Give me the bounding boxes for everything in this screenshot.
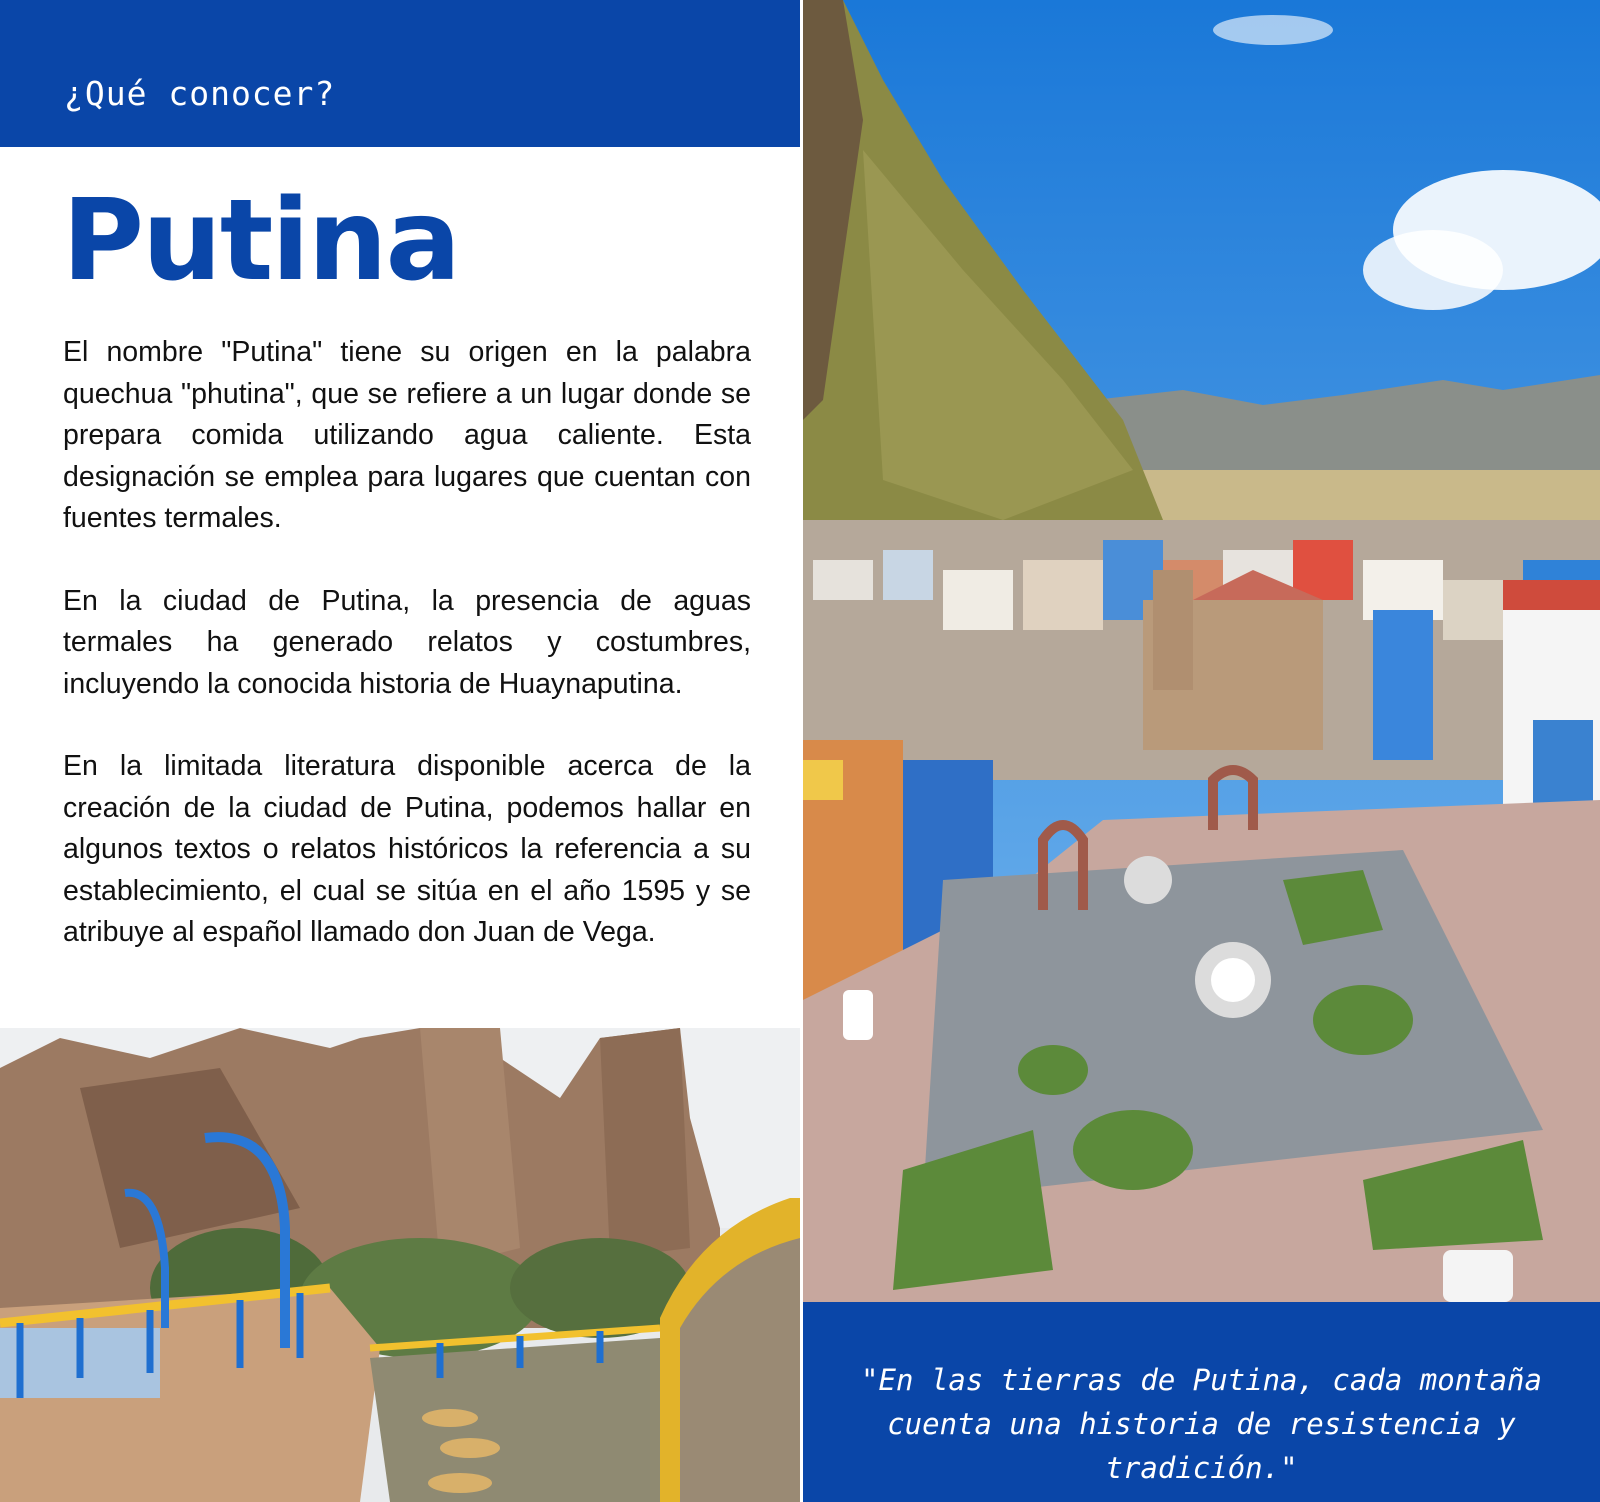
closing-quote: "En las tierras de Putina, cada montaña cuenta una historia de resistencia y tradición."	[861, 1363, 1542, 1485]
paragraph-origin: El nombre "Putina" tiene su origen en la palabra quechua "phutina", que se refiere a un lugar donde se prepara comida utilizando agua caliente. Esta designación se emplea para lugares que cuentan con fuentes termales.	[63, 336, 751, 534]
paragraph-thermal-waters: En la ciudad de Putina, la presencia de aguas termales ha generado relatos y costumbres, incluyendo la conocida historia de Huaynaputina.	[63, 584, 751, 700]
paragraph-foundation: En la limitada literatura disponible acerca de la creación de la ciudad de Putina, podemos hallar en algunos textos o relatos históricos la referencia a su establecimiento, el cual se sitúa en el año 1595 y se atribuye al español llamado don Juan de Vega.	[63, 750, 751, 948]
hot-springs-park-photo	[0, 1028, 800, 1502]
putina-town-aerial-photo	[803, 0, 1600, 1302]
section-kicker: ¿Qué conocer?	[64, 74, 336, 113]
quote-band	[803, 1302, 1600, 1502]
body-text	[63, 332, 751, 995]
page-title: Putina	[62, 176, 460, 306]
header-band	[0, 0, 800, 147]
